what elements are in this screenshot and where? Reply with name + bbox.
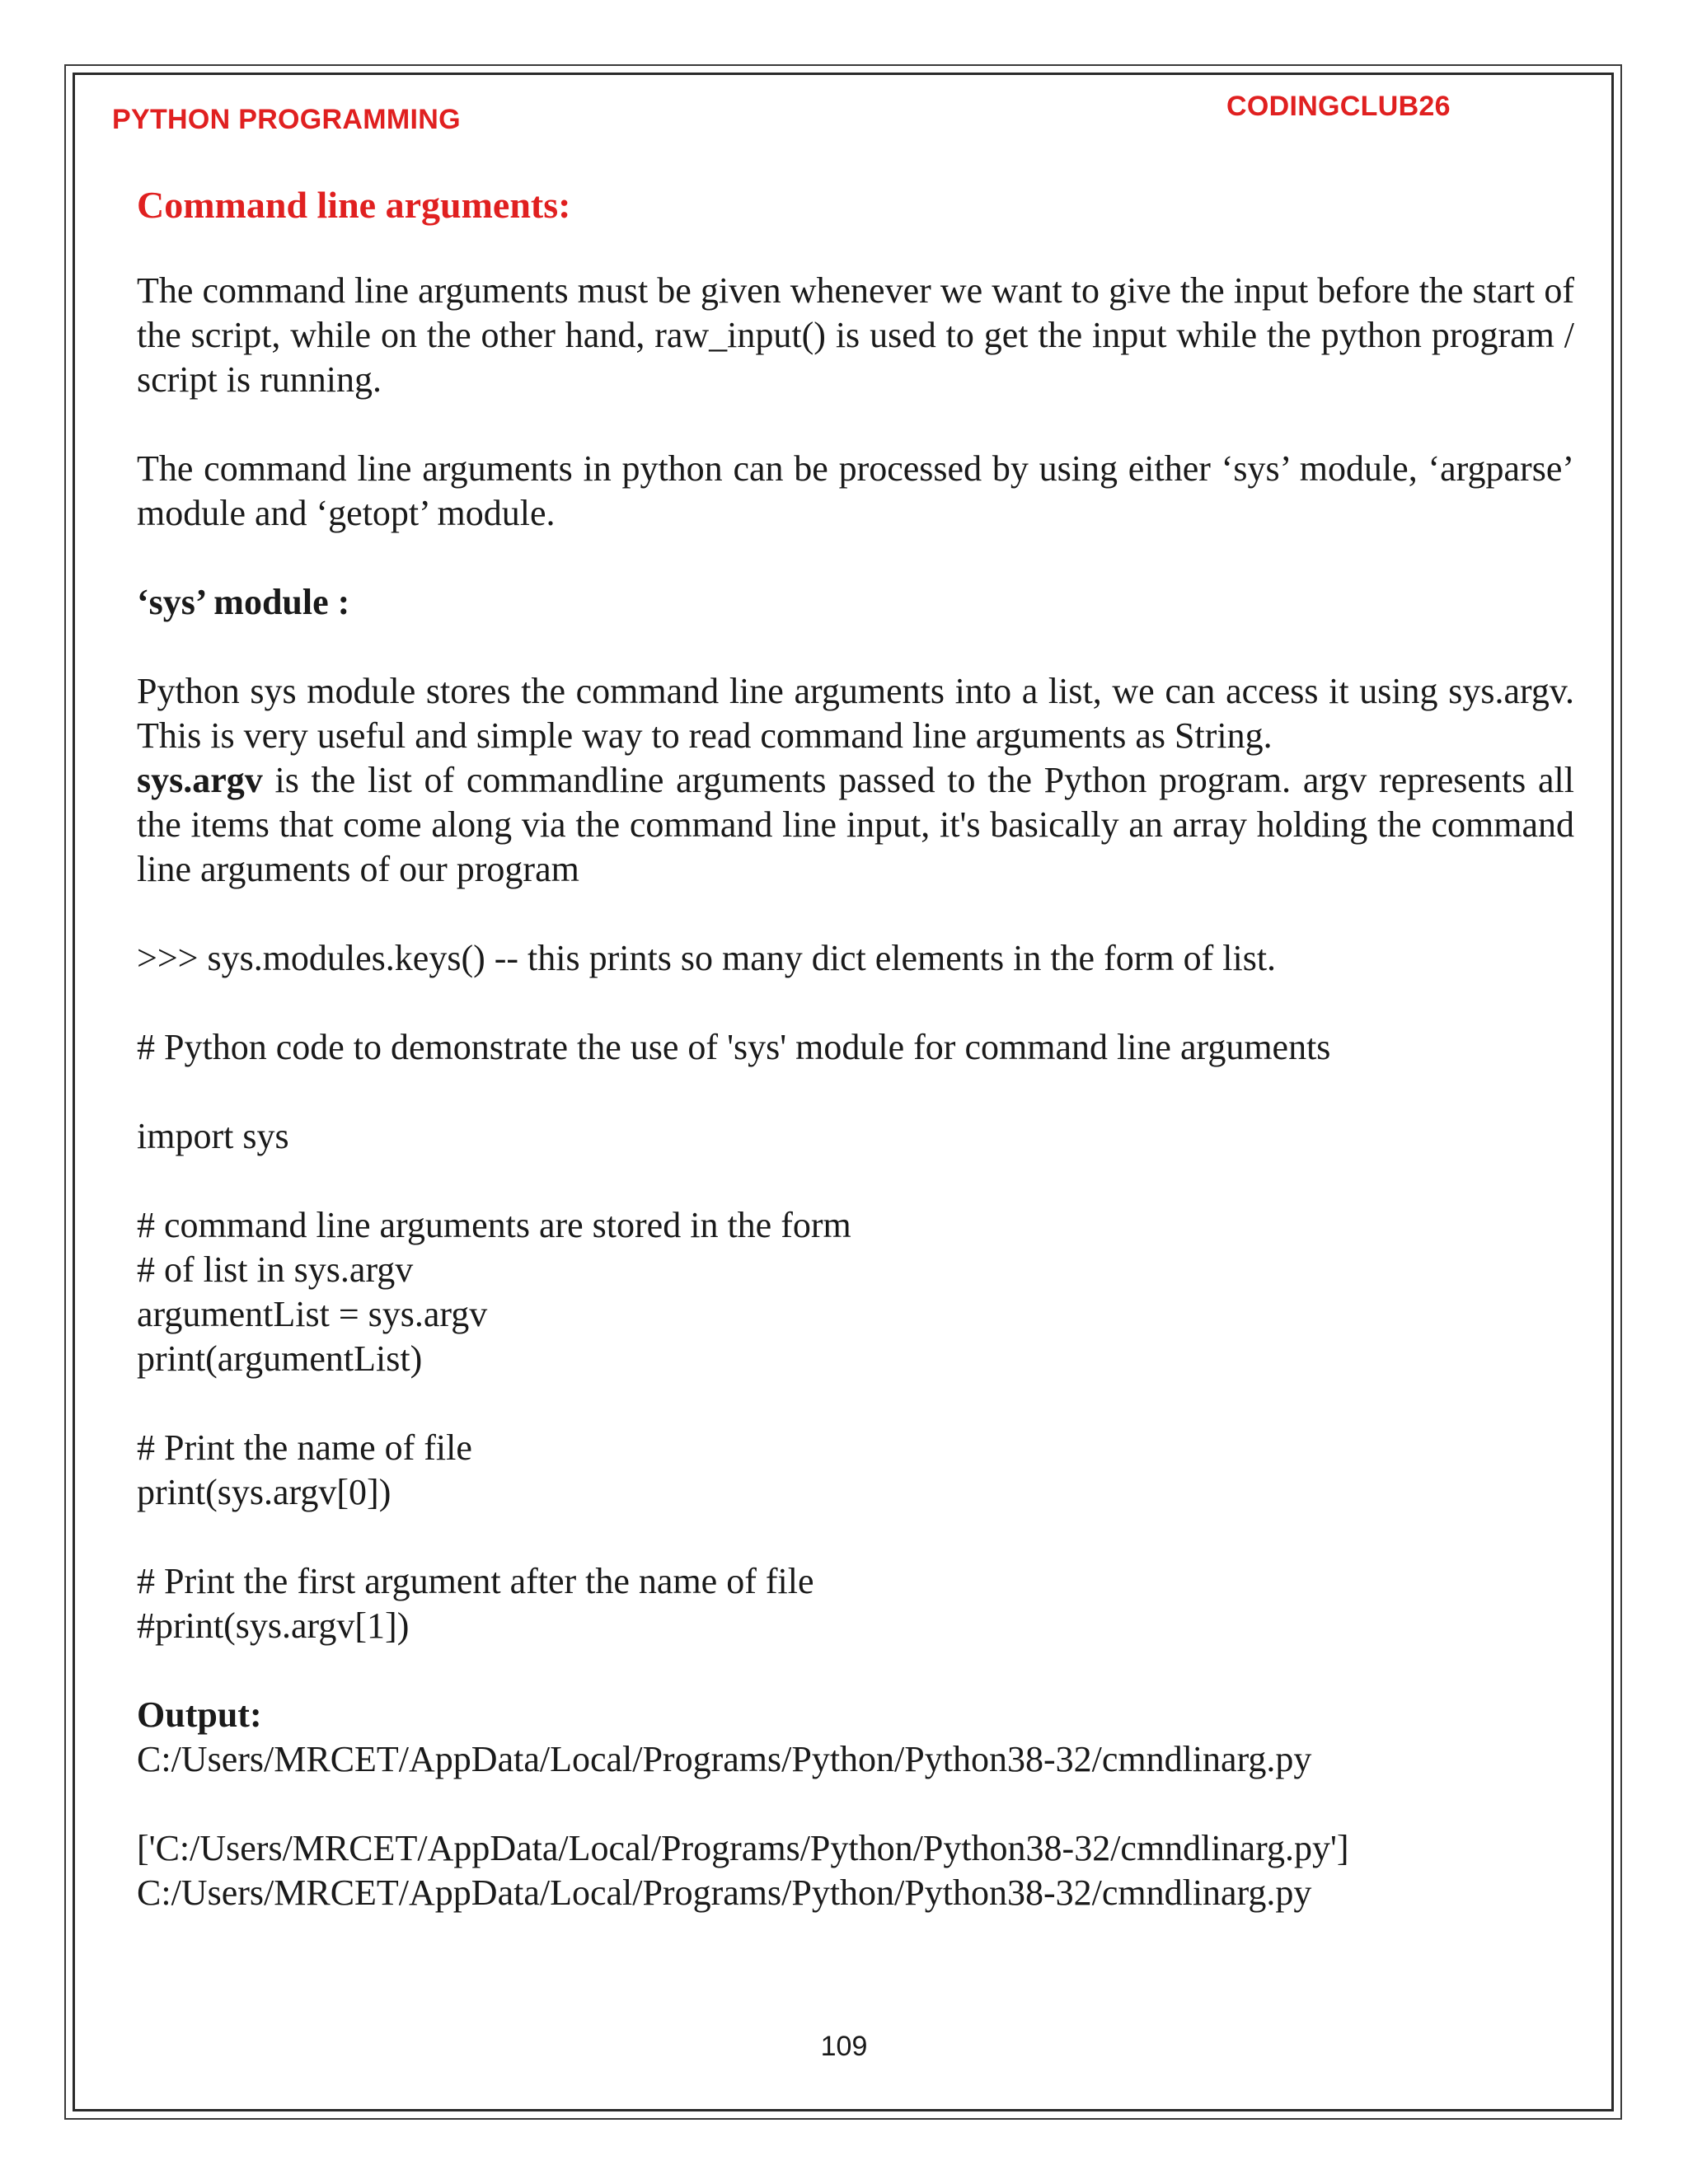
code-print-argv1: #print(sys.argv[1]) — [137, 1605, 410, 1646]
code-import: import sys — [137, 1116, 289, 1156]
argv-term: sys.argv — [137, 760, 263, 800]
argv-description — [137, 758, 1574, 892]
modules-paragraph: The command line arguments in python can be processed by using either ‘sys’ module, ‘argparse’ module and ‘getopt’ module. — [137, 448, 1574, 533]
section-title: Command line arguments: — [137, 184, 571, 226]
output-line-3: C:/Users/MRCET/AppData/Local/Programs/Python/Python38-32/cmndlinarg.py — [137, 1872, 1312, 1913]
intro-paragraph: The command line arguments must be given whenever we want to give the input before the start of the script, while on the other hand, raw_input() is used to get the input while the python program / script is running. — [137, 270, 1574, 400]
sys-module-description: Python sys module stores the command line arguments into a list, we can access it using sys.argv. This is very useful and simple way to read command line arguments as String. — [137, 671, 1574, 756]
code-comment-stored-2: # of list in sys.argv — [137, 1249, 414, 1290]
modules-keys-note: >>> sys.modules.keys() -- this prints so many dict elements in the form of list. — [137, 938, 1277, 978]
output-line-1: C:/Users/MRCET/AppData/Local/Programs/Python/Python38-32/cmndlinarg.py — [137, 1739, 1312, 1779]
code-print-argv0: print(sys.argv[0]) — [137, 1472, 392, 1512]
page-number: 109 — [820, 2031, 868, 2062]
output-heading: Output: — [137, 1694, 262, 1735]
code-assign: argumentList = sys.argv — [137, 1294, 488, 1334]
code-comment-name: # Print the name of file — [137, 1427, 472, 1468]
code-comment-first: # Print the first argument after the name of file — [137, 1561, 814, 1601]
header-course-title: PYTHON PROGRAMMING — [112, 104, 461, 135]
header-club-name: CODINGCLUB26 — [1226, 91, 1451, 122]
code-comment-demo: # Python code to demonstrate the use of 'sys' module for command line arguments — [137, 1027, 1331, 1067]
sys-module-heading: ‘sys’ module : — [137, 582, 350, 622]
output-line-2: ['C:/Users/MRCET/AppData/Local/Programs/Python/Python38-32/cmndlinarg.py'] — [137, 1828, 1349, 1868]
argv-definition: is the list of commandline arguments passed to the Python program. argv represents all the items that come along via the command line input, it's basically an array holding the command line arguments of our program — [137, 760, 1574, 889]
code-print-list: print(argumentList) — [137, 1338, 423, 1379]
page-content — [137, 183, 1574, 1915]
code-comment-stored-1: # command line arguments are stored in the form — [137, 1205, 851, 1245]
